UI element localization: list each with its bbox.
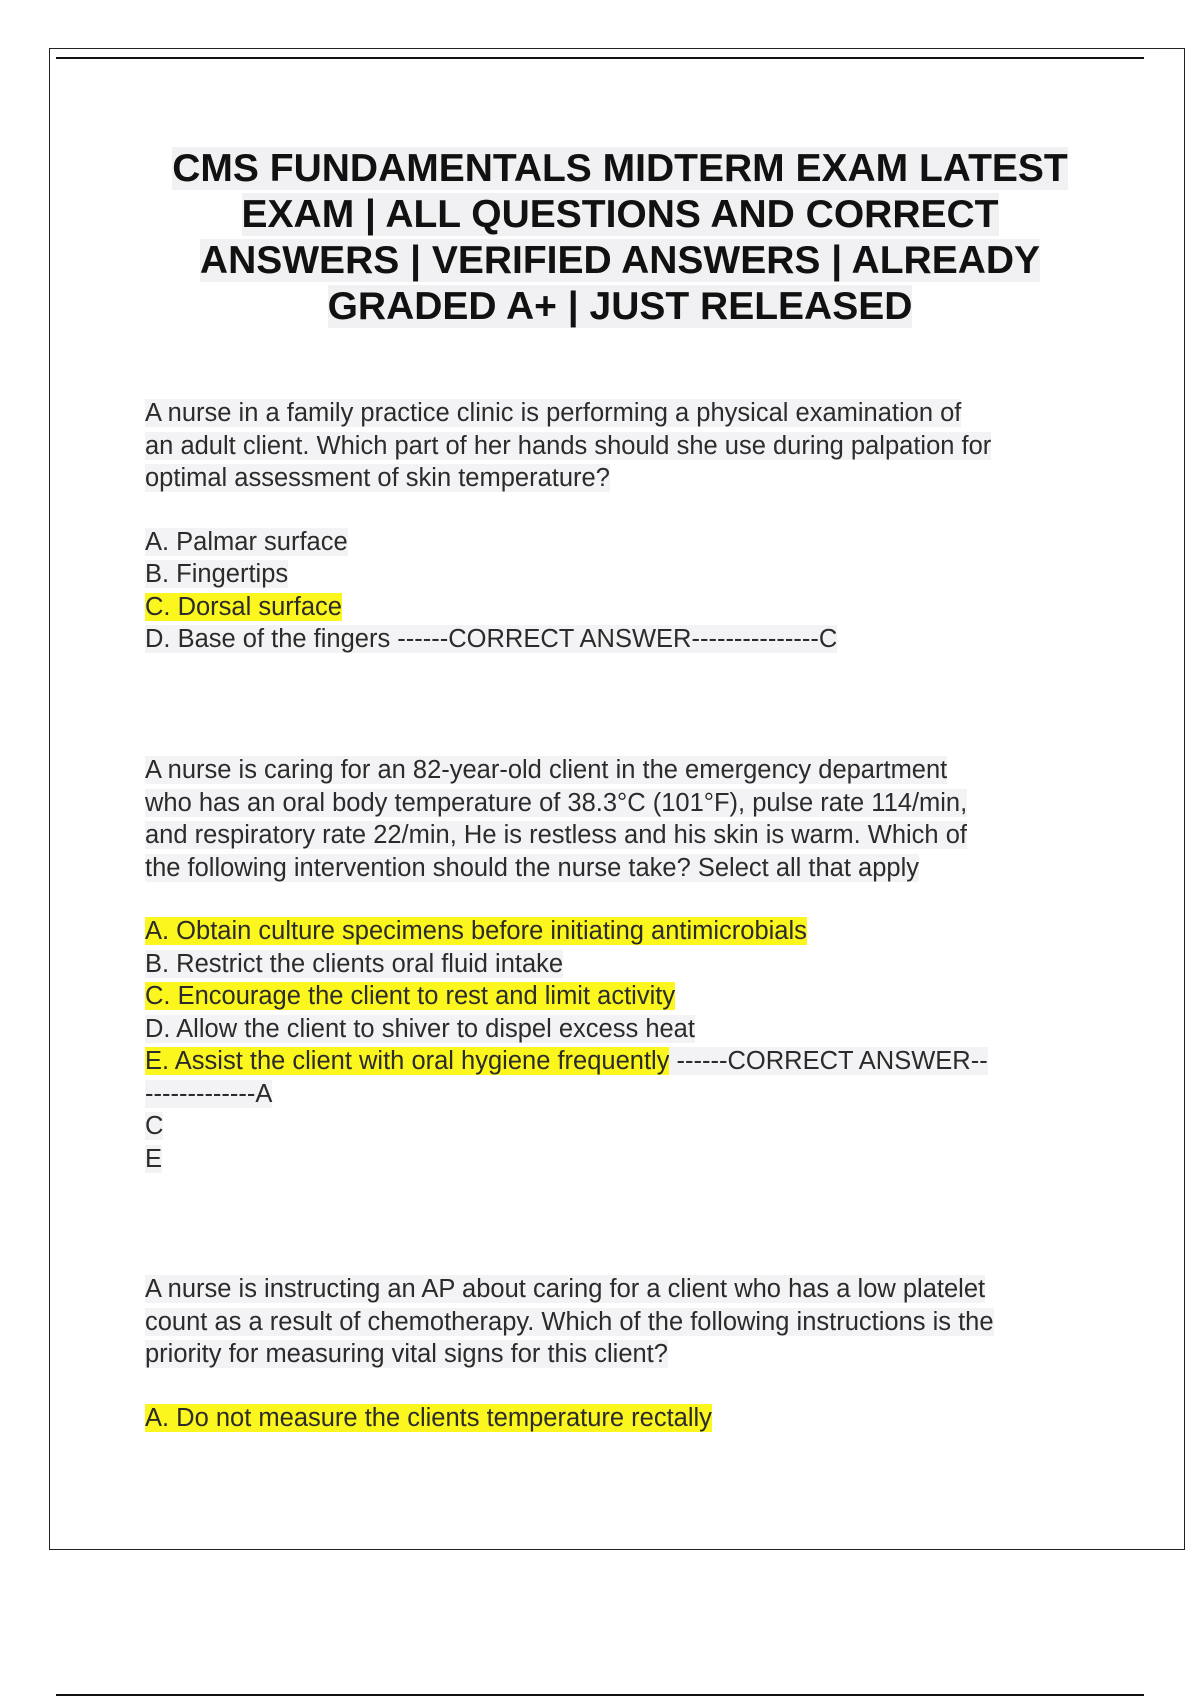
question-1 <box>145 397 1105 656</box>
title-line: GRADED A+ | JUST RELEASED <box>327 285 913 328</box>
answer-option-highlighted: C. Encourage the client to rest and limit activity <box>145 982 676 1010</box>
answer-option-highlighted: C. Dorsal surface <box>145 592 342 621</box>
top-rule <box>56 57 1144 59</box>
bottom-rule <box>56 1694 1144 1696</box>
question-stem: A nurse in a family practice clinic is performing a physical examination of an adult client. Which part of her hands should she use during palpation for optimal assessment of skin temperature? <box>145 399 992 492</box>
correct-answer-marker: ------CORRECT ANSWER---------------C <box>390 625 838 653</box>
answer-option: D. Allow the client to shiver to dispel excess heat <box>145 1014 695 1043</box>
question-2 <box>145 754 1105 1175</box>
question-3 <box>145 1273 1105 1434</box>
answer-option-highlighted: E. Assist the client with oral hygiene frequently ------CORRECT ANSWER-- <box>145 1047 988 1075</box>
document-title <box>120 146 1120 330</box>
answer-option: B. Restrict the clients oral fluid intake <box>145 949 564 978</box>
title-line: EXAM | ALL QUESTIONS AND CORRECT <box>241 193 999 236</box>
answer-option: B. Fingertips <box>145 560 289 588</box>
answer-option-highlighted: A. Obtain culture specimens before initiating antimicrobials <box>145 917 807 945</box>
answer-option: A. Palmar surface <box>145 527 348 556</box>
answer-option-highlighted: A. Do not measure the clients temperature rectally <box>145 1403 712 1432</box>
correct-answer-marker: ------CORRECT ANSWER-- <box>669 1047 988 1075</box>
title-line: ANSWERS | VERIFIED ANSWERS | ALREADY <box>199 239 1041 282</box>
title-line: CMS FUNDAMENTALS MIDTERM EXAM LATEST <box>172 147 1068 190</box>
correct-answer-line: C <box>145 1112 164 1140</box>
question-stem: A nurse is instructing an AP about caring for a client who has a low platelet count as a result of chemotherapy. Which of the following instructions is the priority for measuring vital signs for this client? <box>145 1275 994 1368</box>
answer-option: D. Base of the fingers ------CORRECT ANSWER---------------C <box>145 625 838 653</box>
question-stem: A nurse is caring for an 82-year-old client in the emergency department who has an oral body temperature of 38.3°C (101°F), pulse rate 114/min, and respiratory rate 22/min, He is restless and his skin is warm. Which of the following intervention should the nurse take? Select all that apply <box>145 756 968 882</box>
correct-answer-line: -------------A <box>145 1079 273 1108</box>
correct-answer-line: E <box>145 1144 163 1173</box>
